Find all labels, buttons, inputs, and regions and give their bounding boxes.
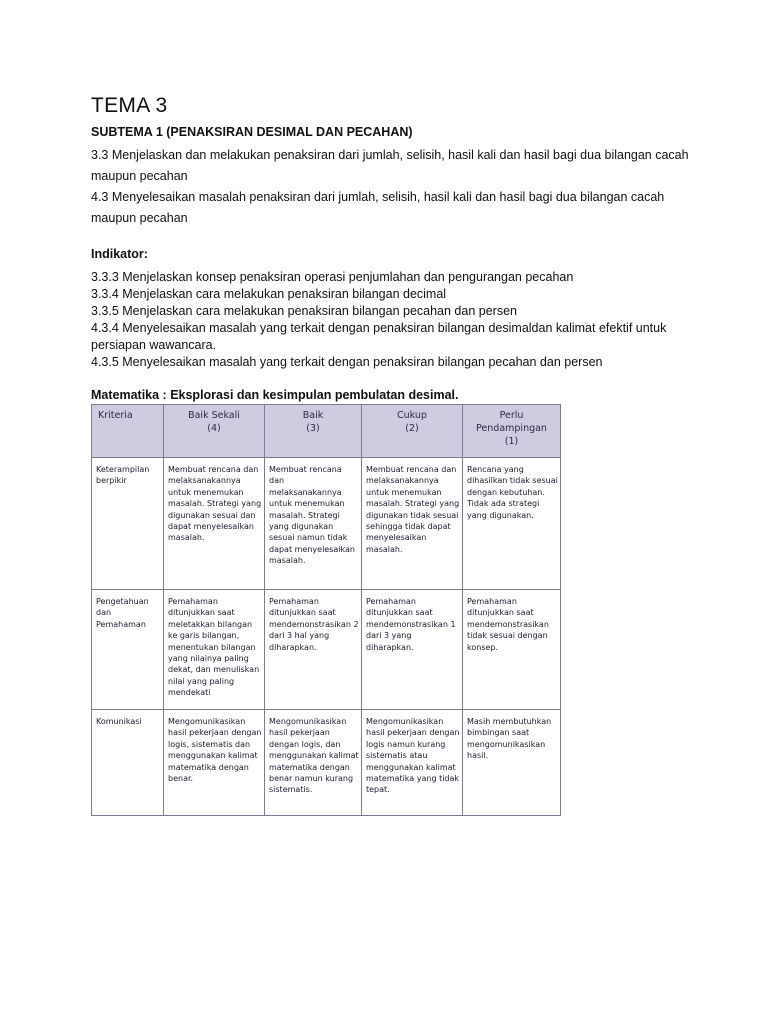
header-criteria: Kriteria bbox=[92, 405, 164, 458]
header-score-1: Perlu Pendampingan (1) bbox=[463, 405, 561, 458]
rubric-row-communication bbox=[92, 710, 561, 816]
rubric-header-row bbox=[92, 405, 561, 458]
indicator-heading: Indikator: bbox=[91, 247, 148, 261]
competency-4-3: 4.3 Menyelesaikan masalah penaksiran dari jumlah, selisih, hasil kali dan hasil bagi dua bilangan cacah maupun pecahan bbox=[91, 190, 665, 225]
competency-3-3: 3.3 Menjelaskan dan melakukan penaksiran dari jumlah, selisih, hasil kali dan hasil bagi dua bilangan cacah maupun pecahan bbox=[91, 148, 689, 183]
rubric-cell: Pemahaman ditunjukkan saat mendemonstrasikan tidak sesuai dengan konsep. bbox=[463, 590, 561, 710]
rubric-cell: Rencana yang dihasilkan tidak sesuai dengan kebutuhan. Tidak ada strategi yang digunakan. bbox=[463, 458, 561, 590]
criteria-cell: Komunikasi bbox=[92, 710, 164, 816]
rubric-cell: Membuat rencana dan melaksanakannya untuk menemukan masalah. Strategi yang digunakan sesuai dan dapat menyelesaikan masalah. bbox=[164, 458, 265, 590]
indicator-item: 3.3.4 Menjelaskan cara melakukan penaksiran bilangan decimal bbox=[91, 287, 447, 301]
subtheme-heading: SUBTEMA 1 (PENAKSIRAN DESIMAL DAN PECAHAN) bbox=[91, 125, 413, 139]
header-score-2: Cukup (2) bbox=[362, 405, 463, 458]
indicator-item: 3.3.5 Menjelaskan cara melakukan penaksiran bilangan pecahan dan persen bbox=[91, 304, 517, 318]
page-title: TEMA 3 bbox=[91, 94, 168, 117]
indicator-item: 4.3.4 Menyelesaikan masalah yang terkait dengan penaksiran bilangan desimaldan kalimat efektif untuk persiapan wawancara. bbox=[91, 321, 667, 352]
indicator-list bbox=[91, 269, 691, 371]
rubric-cell: Pemahaman ditunjukkan saat mendemonstrasikan 2 dari 3 hal yang diharapkan. bbox=[265, 590, 362, 710]
document-content bbox=[91, 93, 691, 816]
rubric-cell: Membuat rencana dan melaksanakannya untuk menemukan masalah. Strategi yang digunakan sesuai namun tidak dapat menyelesaikan masalah. bbox=[265, 458, 362, 590]
rubric-cell: Mengomunikasikan hasil pekerjaan dengan logis namun kurang sistematis atau menggunakan kalimat matematika yang tidak tepat. bbox=[362, 710, 463, 816]
rubric-cell: Mengomunikasikan hasil pekerjaan dengan logis, sistematis dan menggunakan kalimat matematika dengan benar. bbox=[164, 710, 265, 816]
rubric-cell: Pemahaman ditunjukkan saat mendemonstrasikan 1 dari 3 yang diharapkan. bbox=[362, 590, 463, 710]
header-score-4: Baik Sekali (4) bbox=[164, 405, 265, 458]
table-caption: Matematika : Eksplorasi dan kesimpulan pembulatan desimal. bbox=[91, 388, 459, 402]
rubric-cell: Pemahaman ditunjukkan saat meletakkan bilangan ke garis bilangan, menentukan bilangan yang nilainya paling dekat, dan menuliskan nilai yang paling mendekati bbox=[164, 590, 265, 710]
rubric-cell: Mengomunikasikan hasil pekerjaan dengan logis, dan menggunakan kalimat matematika dengan benar namun kurang sistematis. bbox=[265, 710, 362, 816]
criteria-cell: Pengetahuan dan Pemahaman bbox=[92, 590, 164, 710]
rubric-table bbox=[91, 404, 561, 816]
header-score-3: Baik (3) bbox=[265, 405, 362, 458]
indicator-item: 4.3.5 Menyelesaikan masalah yang terkait dengan penaksiran bilangan pecahan dan persen bbox=[91, 355, 603, 369]
rubric-row-knowledge bbox=[92, 590, 561, 710]
rubric-row-thinking bbox=[92, 458, 561, 590]
rubric-cell: Membuat rencana dan melaksanakannya untuk menemukan masalah. Strategi yang digunakan tidak sesuai sehingga tidak dapat menyelesaikan masalah. bbox=[362, 458, 463, 590]
indicator-item: 3.3.3 Menjelaskan konsep penaksiran operasi penjumlahan dan pengurangan pecahan bbox=[91, 270, 574, 284]
rubric-cell: Masih membutuhkan bimbingan saat mengomunikasikan hasil. bbox=[463, 710, 561, 816]
criteria-cell: Keterampilan berpikir bbox=[92, 458, 164, 590]
